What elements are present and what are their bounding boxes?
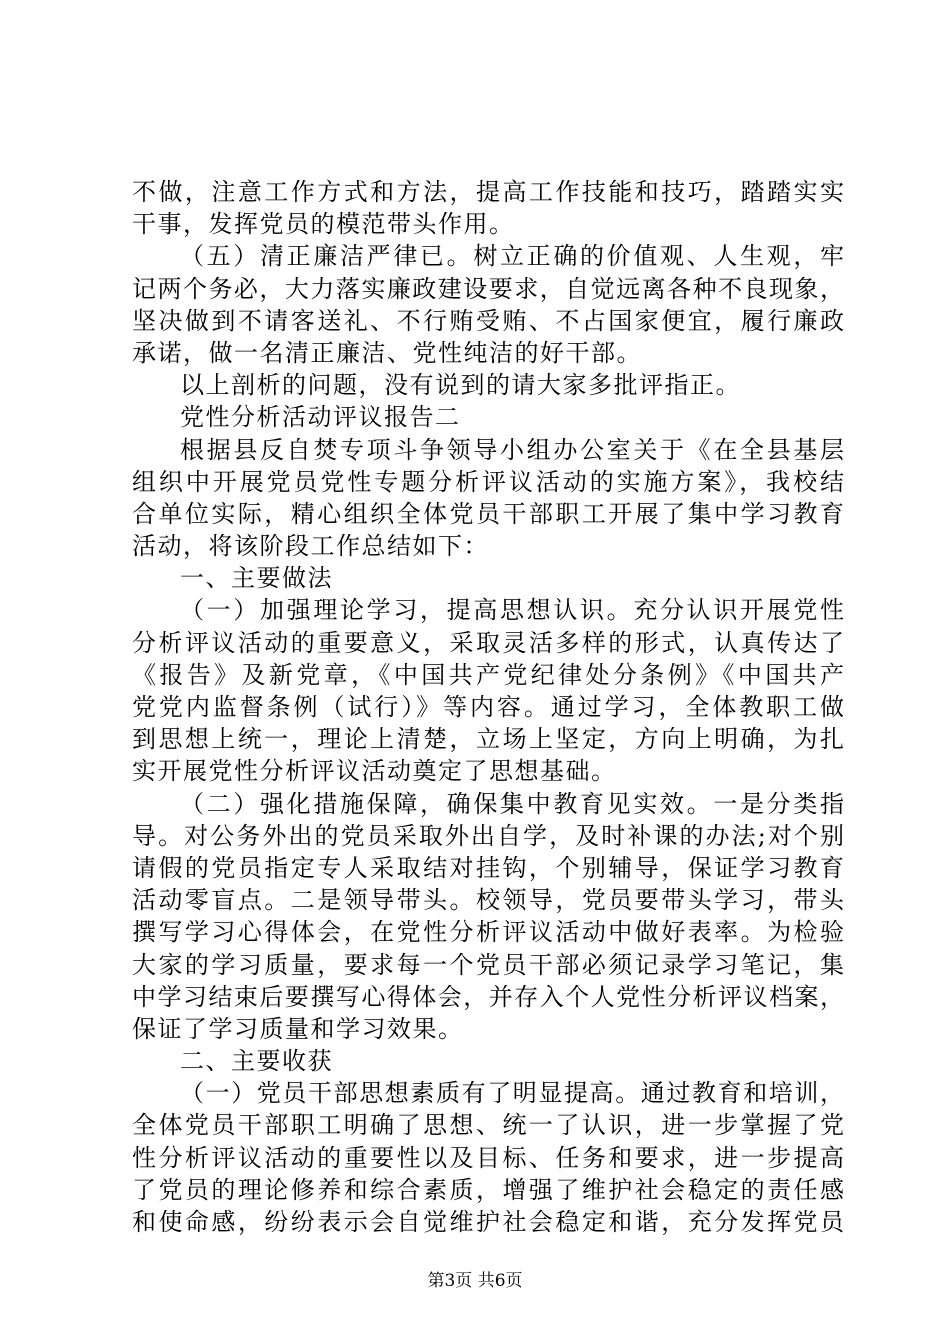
text-line: （五）清正廉洁严律已。树立正确的价值观、人生观，牢 [180,242,844,271]
text-line: （一）党员干部思想素质有了明显提高。通过教育和培训， [180,1079,844,1108]
text-line: 活动，将该阶段工作总结如下： [132,532,489,561]
text-line: 中学习结束后要撰写心得体会，并存入个人党性分析评议档案， [132,982,844,1011]
text-line: 一、主要做法 [180,564,333,593]
text-line: 撰写学习心得体会，在党性分析评议活动中做好表率。为检验 [132,918,844,947]
text-line: 党性分析活动评议报告二 [180,403,461,432]
text-line: 和使命感，纷纷表示会自觉维护社会稳定和谐，充分发挥党员 [132,1208,844,1236]
text-line: 承诺，做一名清正廉洁、党性纯洁的好干部。 [132,338,642,367]
text-line: 到思想上统一，理论上清楚，立场上坚定，方向上明确，为扎 [132,725,844,754]
text-line: 导。对公务外出的党员采取外出自学，及时补课的办法;对个别 [132,821,844,850]
text-line: （一）加强理论学习，提高思想认识。充分认识开展党性 [180,596,844,625]
text-line: 记两个务必，大力落实廉政建设要求，自觉远离各种不良现象， [132,274,844,303]
page-footer [0,1271,950,1291]
text-line: 《报告》及新党章，《中国共产党纪律处分条例》《中国共产 [132,660,844,689]
text-line: 了党员的理论修养和综合素质，增强了维护社会稳定的责任感 [132,1175,844,1204]
text-line: 根据县反自焚专项斗争领导小组办公室关于《在全县基层 [180,435,844,464]
text-line: 全体党员干部职工明确了思想、统一了认识，进一步掌握了党 [132,1111,844,1140]
text-line: 组织中开展党员党性专题分析评议活动的实施方案》，我校结 [132,467,844,496]
text-line: 请假的党员指定专人采取结对挂钩，个别辅导，保证学习教育 [132,853,844,882]
text-line: 坚决做到不请客送礼、不行贿受贿、不占国家便宜，履行廉政 [132,306,844,335]
text-line: 二、主要收获 [180,1047,333,1076]
text-line: 合单位实际，精心组织全体党员干部职工开展了集中学习教育 [132,499,844,528]
document-body [132,176,844,1238]
text-line: 干事，发挥党员的模范带头作用。 [132,210,515,239]
text-line: 分析评议活动的重要意义，采取灵活多样的形式，认真传达了 [132,628,844,657]
text-line: 性分析评议活动的重要性以及目标、任务和要求，进一步提高 [132,1143,844,1172]
text-line: （二）强化措施保障，确保集中教育见实效。一是分类指 [180,789,844,818]
page-number: 第3页 共6页 [427,1271,523,1291]
text-line: 实开展党性分析评议活动奠定了思想基础。 [132,757,617,786]
text-line: 大家的学习质量，要求每一个党员干部必须记录学习笔记，集 [132,950,844,979]
text-line: 保证了学习质量和学习效果。 [132,1014,464,1043]
text-line: 以上剖析的问题，没有说到的请大家多批评指正。 [180,371,741,400]
text-line: 不做，注意工作方式和方法，提高工作技能和技巧，踏踏实实 [132,178,844,206]
text-line: 党党内监督条例（试行）》等内容。通过学习，全体教职工做 [132,693,844,721]
text-line: 活动零盲点。二是领导带头。校领导，党员要带头学习，带头 [132,886,844,915]
